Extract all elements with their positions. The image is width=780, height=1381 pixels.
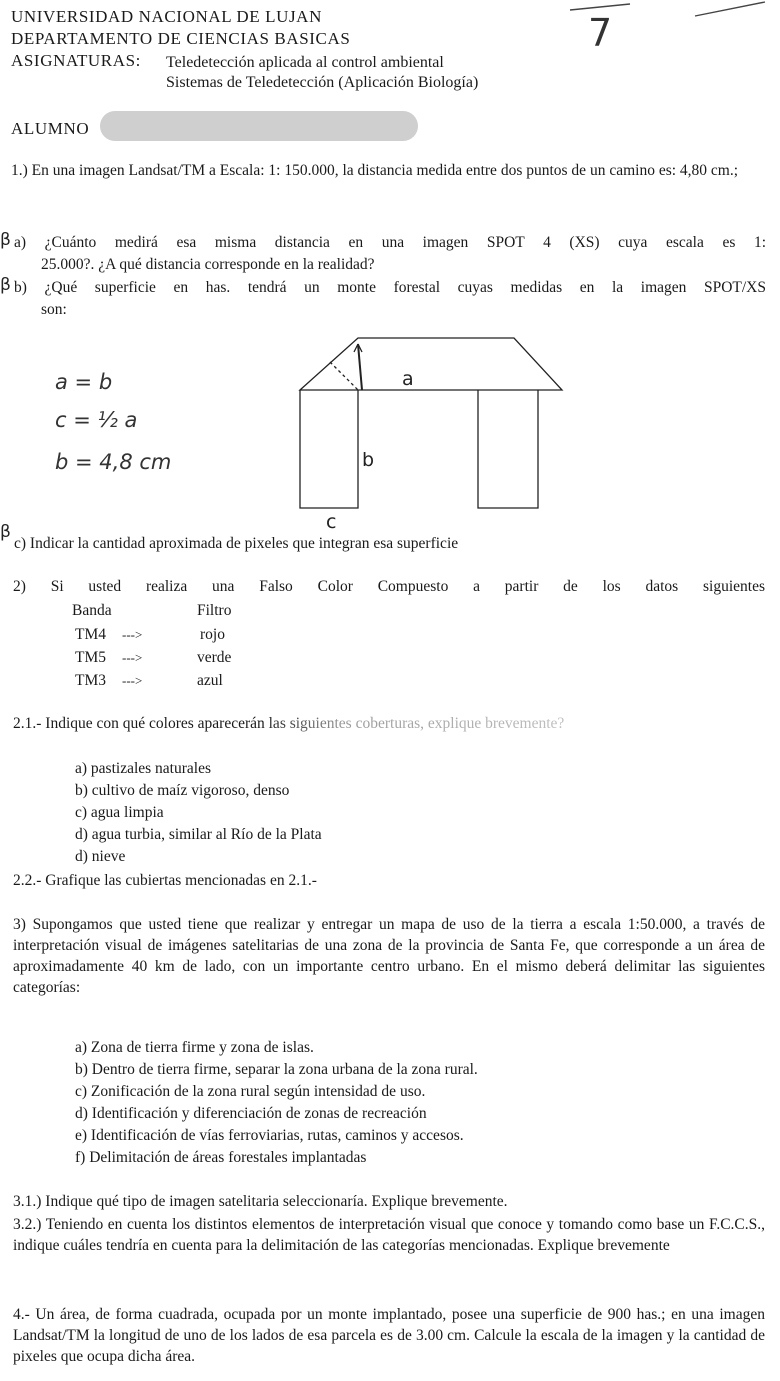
q1-a-line1: a) ¿Cuánto medirá esa misma distancia en una imagen SPOT 4 (XS) cuya escala es 1: (14, 234, 766, 251)
q2-item: d) agua turbia, similar al Río de la Plata (75, 826, 322, 843)
q3-intro: 3) Supongamos que usted tiene que realizar y entregar un mapa de uso de la tierra a escala 1:50.000, a través de interpretación visual de imágenes satelitarias de una zona de la provincia de Santa Fe, que corresponde a un área de aproximadamente 40 km de lado, con un importante centro urbano. En el mismo deberá delimitar las siguientes categorías: (13, 916, 765, 996)
q4-question: 4.- Un área, de forma cuadrada, ocupada por un monte implantado, posee una superficie de 900 has.; en una imagen Landsat/TM la longitud de uno de los lados de esa parcela es de 3.00 cm. Calcule la escala de la imagen y la cantidad de pixeles que ocupa dicha área. (13, 1306, 765, 1365)
q2-header-filter: Filtro (197, 602, 232, 619)
forest-shape-diagram (290, 330, 570, 535)
note-b-length: b = 4,8 cm (55, 450, 172, 474)
department-name: DEPARTAMENTO DE CIENCIAS BASICAS (11, 29, 351, 48)
margin-mark-a: β (0, 230, 11, 250)
margin-mark-b: β (0, 275, 11, 295)
q2-row-band: TM4 (75, 626, 106, 643)
q1-a-line2: 25.000?. ¿A qué distancia corresponde en la realidad? (41, 256, 375, 273)
q3-item: c) Zonificación de la zona rural según intensidad de uso. (75, 1083, 426, 1100)
q3-item: d) Identificación y diferenciación de zonas de recreación (75, 1105, 427, 1122)
q2-row-filter: rojo (200, 626, 225, 643)
label-b: b (362, 449, 375, 471)
q3-2-question: 3.2.) Teniendo en cuenta los distintos elementos de interpretación visual que conoce y tomando como base un F.C.C.S., indique cuáles tendría en cuenta para la delimitación de las categorías mencionadas. Explique brevemente (13, 1216, 765, 1254)
q2-header-band: Banda (72, 602, 112, 619)
q2-item: a) pastizales naturales (75, 760, 211, 777)
q3-item: e) Identificación de vías ferroviarias, rutas, caminos y accesos. (75, 1127, 464, 1144)
q3-item: f) Delimitación de áreas forestales implantadas (75, 1149, 367, 1166)
subject-2: Sistemas de Teledetección (Aplicación Biología) (166, 74, 479, 91)
grade-scribble (560, 0, 770, 60)
q1-b-line1: b) ¿Qué superficie en has. tendrá un monte forestal cuyas medidas en la imagen SPOT/XS (14, 279, 766, 296)
note-a-equals-b: a = b (55, 370, 113, 394)
q2-row-band: TM3 (75, 672, 106, 689)
q2-row-filter: verde (197, 649, 232, 666)
q3-1-question: 3.1.) Indique qué tipo de imagen satelitaria seleccionaría. Explique brevemente. (13, 1193, 508, 1210)
q2-row-arrow: ---> (122, 627, 143, 642)
label-a: a (402, 368, 414, 390)
q2-row-band: TM5 (75, 649, 106, 666)
margin-mark-c: β (0, 522, 11, 542)
student-label: ALUMNO (11, 119, 90, 138)
q2-1-question (13, 713, 780, 734)
q2-row-arrow: ---> (122, 650, 143, 665)
q1-b-line2: son: (41, 301, 67, 318)
q2-row-filter: azul (197, 672, 223, 689)
q3-item: a) Zona de tierra firme y zona de islas. (75, 1039, 314, 1056)
q3-item: b) Dentro de tierra firme, separar la zona urbana de la zona rural. (75, 1061, 478, 1078)
q1-c: c) Indicar la cantidad aproximada de pixeles que integran esa superficie (14, 535, 459, 552)
q2-row-arrow: ---> (122, 673, 143, 688)
q2-2-question: 2.2.- Grafique las cubiertas mencionadas en 2.1.- (13, 872, 317, 889)
subjects-label: ASIGNATURAS: (11, 51, 141, 70)
q2-item: b) cultivo de maíz vigoroso, denso (75, 782, 290, 799)
student-name-redaction (100, 111, 418, 141)
q2-intro: 2) Si usted realiza una Falso Color Compuesto a partir de los datos siguientes (13, 578, 765, 595)
note-c-half-a: c = ½ a (55, 408, 138, 432)
q2-item: c) agua limpia (75, 804, 164, 821)
subject-1: Teledetección aplicada al control ambiental (166, 54, 444, 71)
q2-item: d) nieve (75, 848, 126, 865)
university-name: UNIVERSIDAD NACIONAL DE LUJAN (11, 7, 322, 26)
grade-mark: 7 (588, 11, 613, 55)
label-c: c (326, 511, 337, 533)
q1-intro: 1.) En una imagen Landsat/TM a Escala: 1: 150.000, la distancia medida entre dos puntos de un camino es: 4,80 cm.; (11, 162, 739, 179)
q2-1-text: 2.1.- Indique con qué colores aparecerán las siguientes coberturas, explique brevemente? (13, 715, 565, 732)
